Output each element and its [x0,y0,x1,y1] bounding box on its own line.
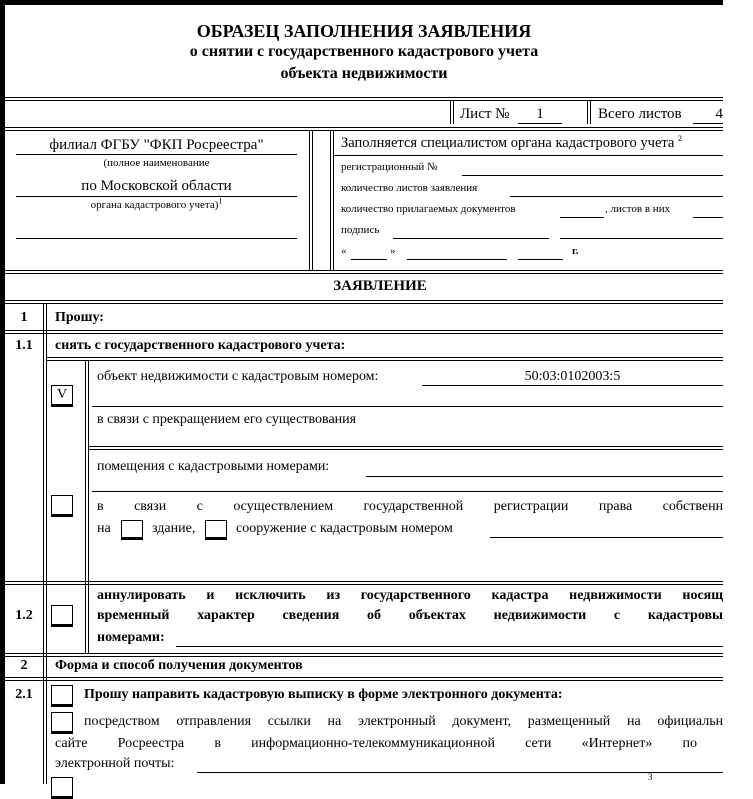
word: характер [197,608,255,623]
electronic-extract-checkbox[interactable] [51,685,73,707]
total-sheets-label: Всего листов [598,106,682,122]
word: из [326,588,341,603]
structure-checkbox[interactable] [205,520,227,540]
footnote-2: 2 [677,134,682,144]
divider [587,100,591,124]
divider [5,127,723,131]
row-number-1: 1 [20,310,28,325]
authority-underline-3 [16,238,297,239]
divider [89,446,723,450]
electronic-extract-heading: Прошу направить кадастровую выписку в форме электронного документа: [84,687,563,702]
next-option-footnote: 3 [648,772,653,782]
structure-cadastral-field[interactable] [490,537,723,538]
date-month-field[interactable] [407,259,507,260]
authority-hint-2 [16,196,297,211]
word: сведения [282,608,340,623]
email-link-line2 [55,736,697,752]
row-1-text: Прошу: [55,310,104,325]
divider [46,357,723,361]
attached-docs-field[interactable] [560,217,604,218]
word: связи [134,499,167,514]
form-title: ОБРАЗЕЦ ЗАПОЛНЕНИЯ ЗАЯВЛЕНИЯ [196,21,532,41]
divider [334,155,723,156]
building-checkbox[interactable] [121,520,143,540]
footnote-1: 1 [218,196,223,206]
word: электронный [357,714,436,729]
structure-label: сооружение с кадастровым номером [236,521,453,536]
divider [450,100,454,124]
authority-hint-1: (полное наименование [103,157,210,169]
statement-heading: ЗАЯВЛЕНИЕ [333,278,427,294]
word: осуществлением [233,499,334,514]
authority-name-line3[interactable] [16,222,297,238]
word: в [97,499,104,514]
word: сайте [55,736,88,751]
divider [330,130,334,270]
authority-underline-1 [16,154,297,155]
word: аннулировать [97,588,186,603]
word: ссылки [267,714,311,729]
row-2-text: Форма и способ получения документов [55,658,303,673]
date-year-field[interactable] [518,259,563,260]
form-subtitle-1: о снятии с государственного кадастрового учета [189,43,539,60]
application-sheets-field[interactable] [510,196,723,197]
word: государственной [363,499,464,514]
email-link-checkbox[interactable] [51,712,73,734]
annul-checkbox[interactable] [51,605,73,627]
divider [5,270,723,274]
signature-label: подпись [341,224,380,236]
reg-number-label: регистрационный № [341,161,438,173]
word: исключить [235,588,306,603]
attached-docs-label: количество прилагаемых документов [341,203,516,215]
word: кадастра [491,588,549,603]
word: посредством [84,714,160,729]
form-subtitle-2: объекта недвижимости [280,65,448,82]
word: с [613,608,621,623]
application-sheets-label: количество листов заявления [341,182,478,194]
remove-rooms-checkbox[interactable] [51,495,73,517]
row-number-2-1: 2.1 [15,687,33,702]
total-sheets-value[interactable]: 4 [715,106,723,122]
attached-sheets-field[interactable] [693,217,723,218]
rooms-cadastral-label: помещения с кадастровыми номерами: [97,459,330,474]
sheet-number-label: Лист № [460,106,510,122]
email-field[interactable] [197,772,723,773]
specialist-heading-text: Заполняется специалистом органа кадастрового учета [341,135,675,151]
rooms-reason-line1 [97,499,723,515]
date-open-quote: « [341,245,347,257]
annul-numbers-field[interactable] [176,646,723,647]
row-1-1-text: снять с государственного кадастрового учета: [55,338,346,353]
signature-field[interactable] [393,238,549,239]
row-number-1-2: 1.2 [15,608,33,623]
divider [5,581,723,585]
object-removal-reason: в связи с прекращением его существования [97,412,357,427]
word: Росреестра [117,736,185,751]
word: носящ [682,588,723,603]
word: сети [525,736,552,751]
divider [5,677,723,681]
object-cadastral-label: объект недвижимости с кадастровым номером: [97,369,379,384]
total-sheets-underline [693,123,723,124]
authority-name-line2[interactable]: по Московской области [81,178,232,194]
word: на [626,714,641,729]
row-number-2: 2 [20,658,28,673]
sheet-number-value[interactable]: 1 [536,106,544,122]
divider [5,330,723,334]
word: размещенный [527,714,611,729]
divider [92,406,723,407]
word: государственного [360,588,471,603]
authority-name-line1[interactable]: филиал ФГБУ "ФКП Росреестра" [49,137,264,153]
word: об [367,608,382,623]
annul-text-line2 [97,608,723,624]
word: и [206,588,215,603]
authority-underline-2 [16,196,297,197]
word: в [214,736,221,751]
reg-number-field[interactable] [462,175,723,176]
building-label: здание, [152,521,196,536]
word: кадастровы [647,608,723,623]
divider [46,584,47,654]
next-option-checkbox[interactable] [51,777,73,799]
divider [46,360,47,584]
rooms-cadastral-field[interactable] [366,476,723,477]
row-number-1-1: 1.1 [15,338,33,353]
divider [5,97,723,101]
word: права [598,499,633,514]
divider [309,130,313,270]
date-close-quote: » [390,245,396,257]
divider [85,360,89,584]
page-top-border [0,0,723,5]
email-label: электронной почты: [55,756,175,771]
word: информационно-телекоммуникационной [251,736,495,751]
specialist-heading [341,135,682,152]
object-cadastral-number[interactable]: 50:03:0102003:5 [524,369,621,384]
word: собственн [662,499,723,514]
divider [92,491,723,492]
signature-name-field[interactable] [560,238,723,239]
word: объектах [408,608,466,623]
word: регистрации [493,499,569,514]
sheet-number-underline [518,123,562,124]
object-cadastral-underline [422,385,723,386]
divider [5,300,723,304]
divider [5,653,723,657]
annul-text-line1 [97,588,723,604]
remove-object-checkbox[interactable]: V [51,385,73,407]
annul-numbers-label: номерами: [97,630,165,645]
divider [85,584,89,654]
word: недвижимости [493,608,587,623]
word: отправления [176,714,252,729]
word: на [327,714,342,729]
rooms-on-label: на [97,521,111,536]
word: официальн [657,714,723,729]
attached-sheets-label: , листов в них [605,203,671,215]
word: документ, [452,714,512,729]
word: «Интернет» [581,736,653,751]
word: временный [97,608,170,623]
authority-hint-2-text: органа кадастрового учета) [90,199,219,211]
date-day-field[interactable] [351,259,387,260]
word: по [682,736,697,751]
word: недвижимости [569,588,662,603]
word: с [196,499,203,514]
email-link-line1 [84,714,723,730]
date-year-suffix: г. [572,245,579,257]
